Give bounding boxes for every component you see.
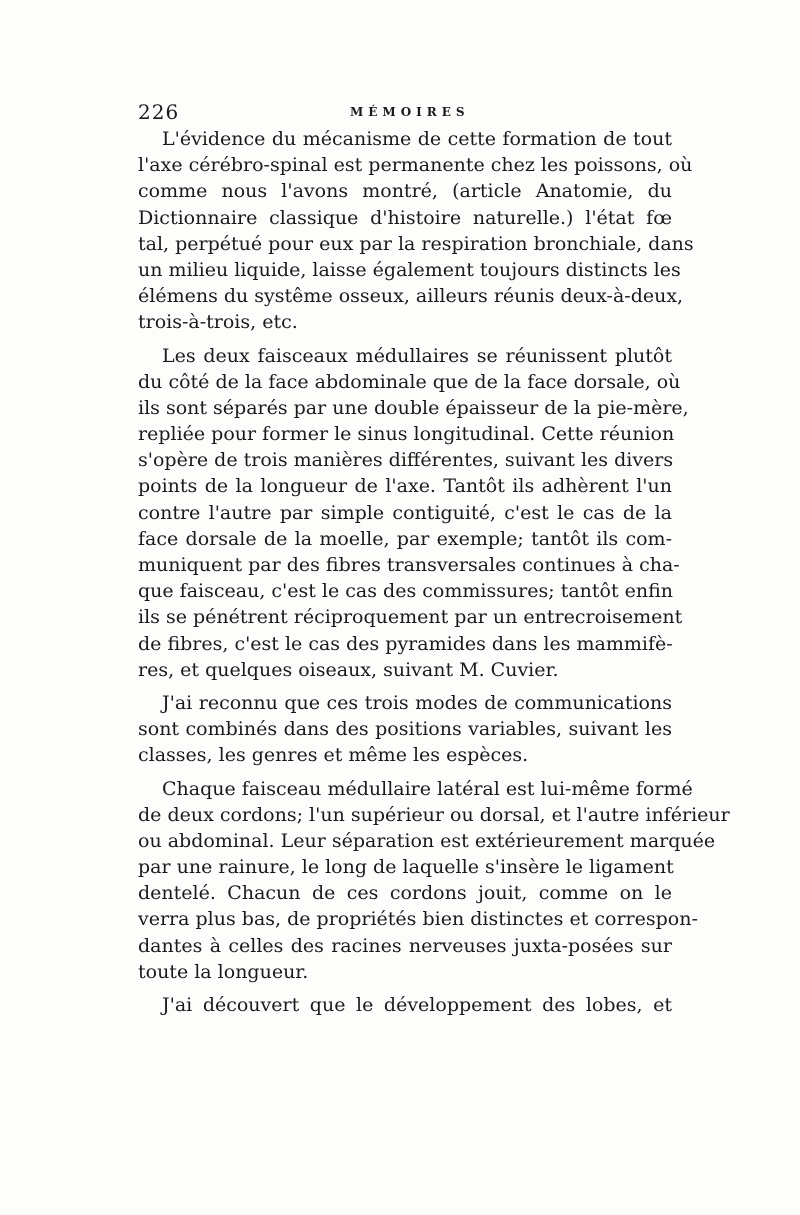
text-line: l'axe cérébro-spinal est permanente chez les poissons, où xyxy=(138,154,693,177)
text-line: s'opère de trois manières différentes, suivant les divers xyxy=(138,449,674,472)
text-line: Dictionnaire classique d'histoire naturelle.) l'état fœ xyxy=(138,206,672,229)
paragraph xyxy=(138,690,672,769)
text-line: sont combinés dans des positions variables, suivant les xyxy=(138,718,672,741)
paragraph xyxy=(138,992,672,1018)
text-line: J'ai découvert que le développement des lobes, et xyxy=(162,994,672,1016)
text-line: classes, les genres et même les espèces. xyxy=(138,744,529,767)
text-line: par une rainure, le long de laquelle s'insère le ligament xyxy=(138,856,674,879)
text-line: que faisceau, c'est le cas des commissures; tantôt enfin xyxy=(138,580,674,603)
text-line: tal, perpétué pour eux par la respiration bronchiale, dans xyxy=(138,232,694,255)
text-line: verra plus bas, de propriétés bien distinctes et correspon- xyxy=(138,908,698,931)
text-line: dentelé. Chacun de ces cordons jouit, comme on le xyxy=(138,882,672,905)
body-text xyxy=(138,126,730,1018)
text-line: élémens du systême osseux, ailleurs réunis deux-à-deux, xyxy=(138,285,684,308)
text-line: un milieu liquide, laisse également toujours distincts les xyxy=(138,258,681,281)
paragraph-gap xyxy=(138,769,672,776)
text-line: ils sont séparés par une double épaisseur de la pie-mère, xyxy=(138,396,689,419)
paragraph-gap xyxy=(138,985,672,992)
text-line: comme nous l'avons montré, (article Anatomie, du xyxy=(138,180,672,203)
text-line: ou abdominal. Leur séparation est extérieurement marquée xyxy=(138,829,716,852)
paragraph xyxy=(138,126,694,336)
text-line: ils se pénétrent réciproquement par un entrecroisement xyxy=(138,606,683,629)
text-line: toute la longueur. xyxy=(138,960,309,983)
paragraph-gap xyxy=(138,683,672,690)
text-line: Chaque faisceau médullaire latéral est lui-même formé xyxy=(162,777,693,800)
text-line: L'évidence du mécanisme de cette formation de tout xyxy=(162,128,672,150)
text-line: de deux cordons; l'un supérieur ou dorsal, et l'autre inférieur xyxy=(138,803,730,826)
paragraph xyxy=(138,343,689,683)
text-line: points de la longueur de l'axe. Tantôt ils adhèrent l'un xyxy=(138,475,672,498)
text-line: res, et quelques oiseaux, suivant M. Cuvier. xyxy=(138,658,559,681)
text-line: J'ai reconnu que ces trois modes de communications xyxy=(162,691,672,714)
text-line: trois-à-trois, etc. xyxy=(138,311,298,334)
text-line: contre l'autre par simple contiguité, c'est le cas de la xyxy=(138,501,672,524)
page-header xyxy=(138,100,678,128)
running-head: MÉMOIRES xyxy=(350,105,470,119)
text-line: face dorsale de la moelle, par exemple; tantôt ils com- xyxy=(138,527,672,550)
text-line: du côté de la face abdominale que de la face dorsale, où xyxy=(138,370,681,393)
text-line: Les deux faisceaux médullaires se réunissent plutôt xyxy=(162,344,672,367)
text-line: dantes à celles des racines nerveuses juxta-posées sur xyxy=(138,934,672,957)
text-line: muniquent par des fibres transversales continues à cha- xyxy=(138,554,680,576)
page-number: 226 xyxy=(138,100,180,124)
paragraph-gap xyxy=(138,336,672,343)
paragraph xyxy=(138,776,730,986)
text-line: repliée pour former le sinus longitudinal. Cette réunion xyxy=(138,423,675,446)
text-line: de fibres, c'est le cas des pyramides dans les mammifè- xyxy=(138,632,673,655)
